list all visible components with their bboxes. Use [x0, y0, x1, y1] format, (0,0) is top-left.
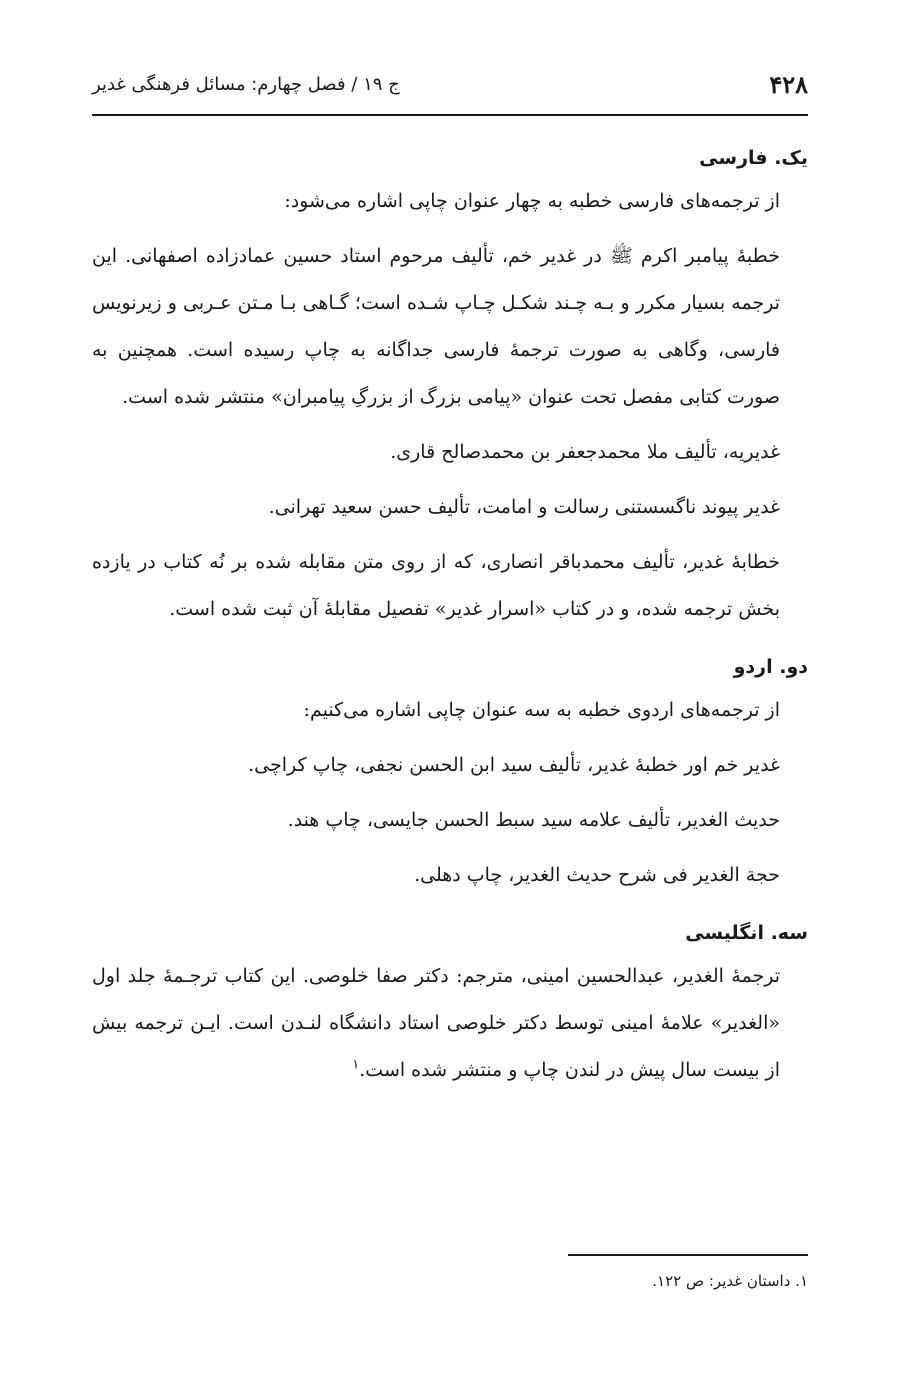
urdu-intro: از ترجمه‌های اردوی خطبه به سه عنوان چاپی اشاره می‌کنیم: — [303, 699, 780, 721]
footnote-marker: ۱ — [352, 1057, 360, 1073]
section-heading-urdu: دو. اردو — [733, 656, 808, 678]
farsi-item-3: غدیر پیوند ناگسستنی رسالت و امامت، تألیف حسن سعید تهرانی. — [268, 496, 780, 518]
page-header — [92, 70, 808, 110]
urdu-item-2: حدیث الغدیر، تألیف علامه سید سبط الحسن جایسی، چاپ هند. — [287, 809, 780, 831]
header-rule — [92, 114, 808, 116]
urdu-item-1: غدیر خم اور خطبهٔ غدیر، تألیف سید ابن الحسن نجفی، چاپ کراچی. — [248, 754, 780, 776]
running-title: ج ۱۹ / فصل چهارم: مسائل فرهنگی غدیر — [92, 74, 400, 95]
urdu-item-3: حجة الغدیر فی شرح حدیث الغدیر، چاپ دهلی. — [414, 864, 780, 886]
footnote: ۱. داستان غدیر: ص ۱۲۲. — [652, 1272, 808, 1290]
english-text — [92, 953, 808, 1094]
section-heading-farsi: یک. فارسی — [699, 147, 808, 169]
farsi-intro: از ترجمه‌های فارسی خطبه به چهار عنوان چاپی اشاره می‌شود: — [284, 190, 780, 212]
farsi-item-2: غدیریه، تألیف ملا محمدجعفر بن محمدصالح قاری. — [390, 441, 780, 463]
page-body — [92, 138, 808, 1094]
farsi-item-1: خطبهٔ پیامبر اکرم ﷺ در غدیر خم، تألیف مرحوم استاد حسین عمادزاده اصفهانی. این ترجمه بسیار مکرر و بـه چـند شکـل چـاپ شـده است؛ گـاهی بـا مـتن عـربی و زیرنویس فارسی، وگاهی به صورت ترجمهٔ فارسی جداگانه به چاپ رسیده است. همچنین به صورت کتابی مفصل تحت عنوان «پیامی بزرگ از بزرگِ پیامبران» منتشر شده است. — [92, 245, 780, 408]
footnote-rule — [568, 1254, 808, 1256]
section-heading-english: سه. انگلیسی — [685, 922, 808, 944]
farsi-item-4: خطابهٔ غدیر، تألیف محمدباقر انصاری، که از روی متن مقابله شده بر نُه کتاب در یازده بخش ترجمه شده، و در کتاب «اسرار غدیر» تفصیل مقابلهٔ آن ثبت شده است. — [92, 551, 780, 620]
english-text-body: ترجمهٔ الغدیر، عبدالحسین امینی، مترجم: دکتر صفا خلوصی. این کتاب ترجـمهٔ جلد اول «الغدیر» علامهٔ امینی توسط دکتر خلوصی استاد دانشگاه لنـدن است. ایـن ترجمه بیش از بیست سال پیش در لندن چاپ و منتشر شده است. — [92, 965, 780, 1081]
page-number: ۴۲۸ — [769, 70, 808, 99]
